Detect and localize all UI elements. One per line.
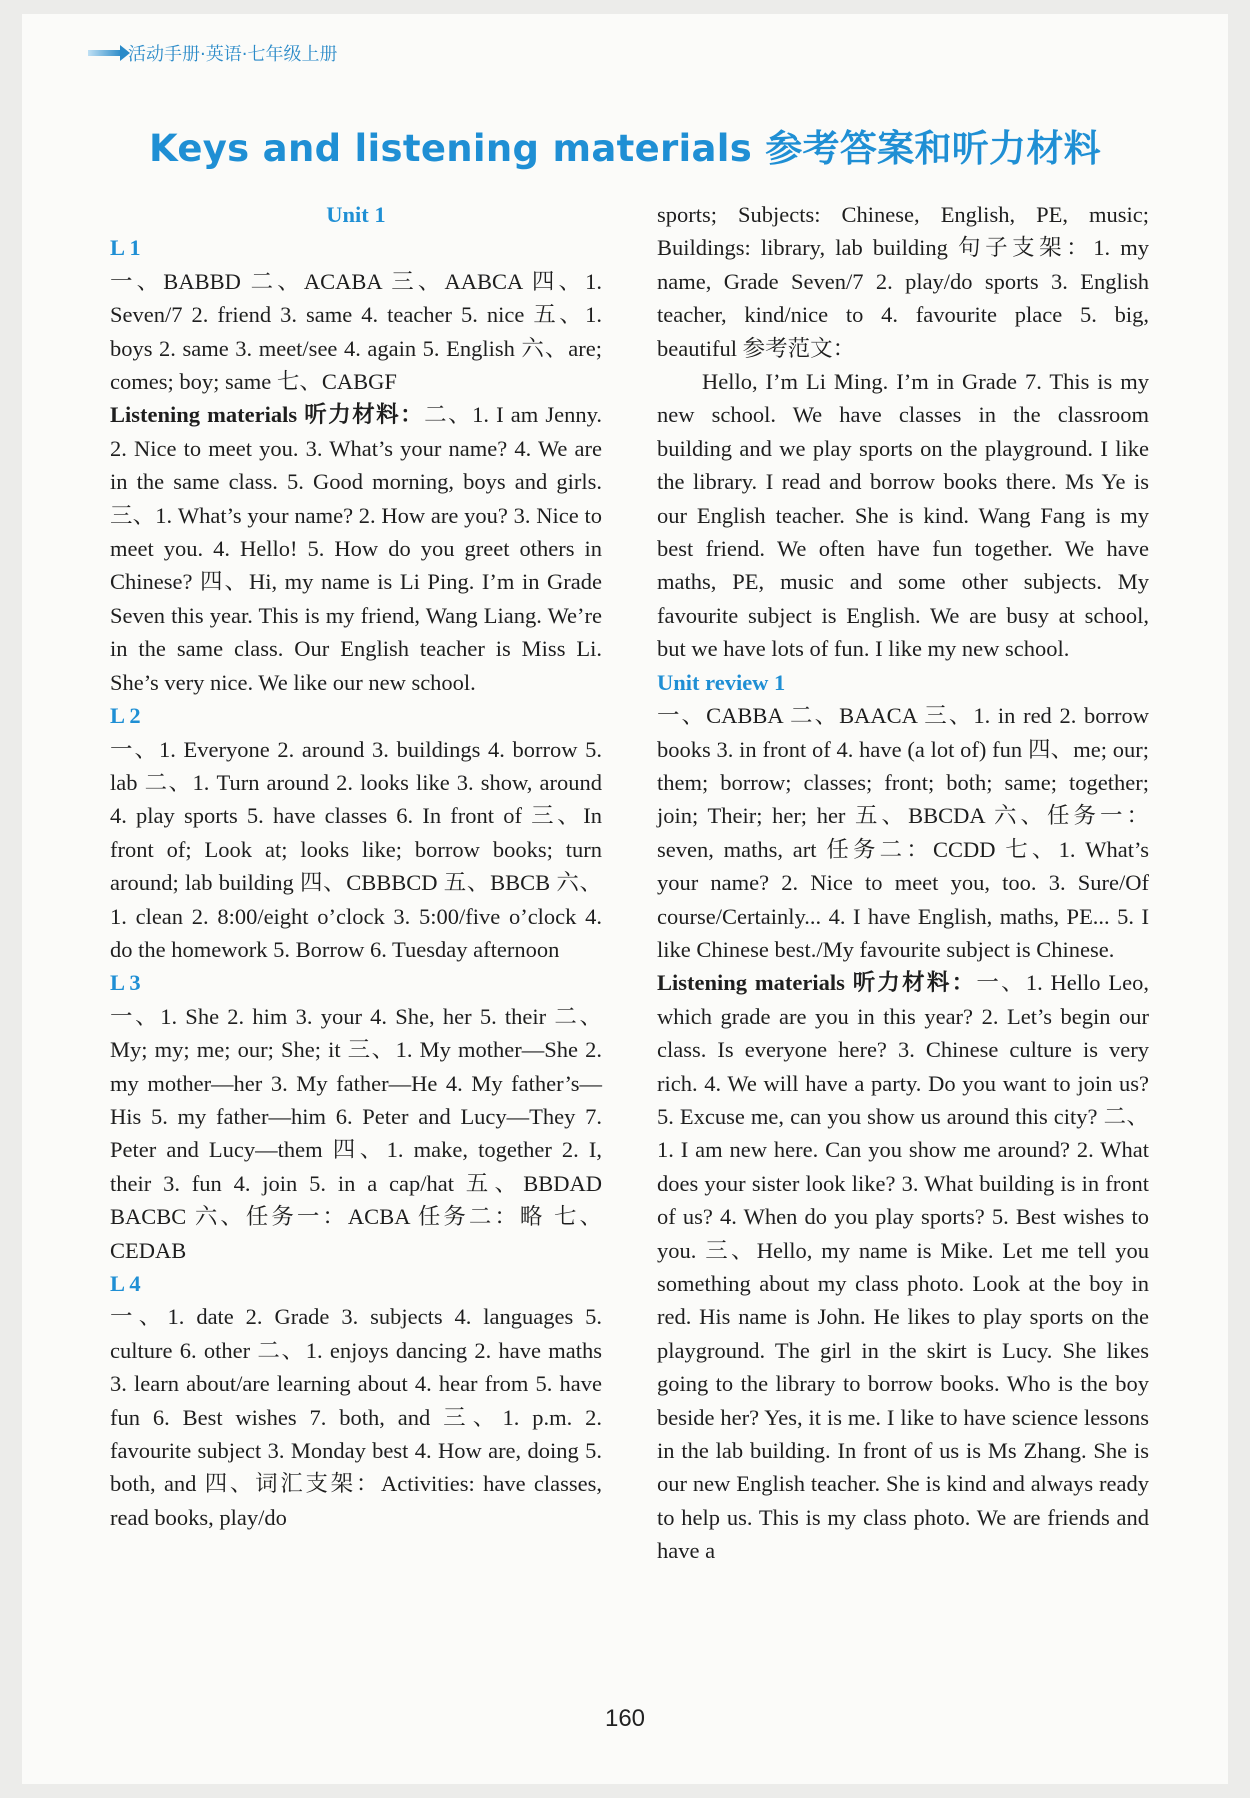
- left-column: [110, 198, 602, 1534]
- l2-answers: 一、1. Everyone 2. around 3. buildings 4. borrow 5. lab 二、1. Turn around 2. looks like 3. show, around 4. play sports 5. have classes 6. In front of 三、In front of; Look at; looks like; borrow books; turn around; lab building 四、CBBBCD 五、BBCB 六、1. clean 2. 8:00/eight o’clock 3. 5:00/five o’clock 4. do the homework 5. Borrow 6. Tuesday afternoon: [110, 736, 602, 962]
- section-heading-l1: L 1: [110, 235, 141, 261]
- l1-listening: [110, 398, 602, 699]
- right-column: [657, 198, 1149, 1568]
- header-text: 活动手册·英语·七年级上册: [128, 44, 338, 65]
- section-heading-l4: L 4: [110, 1271, 141, 1296]
- sample-essay: Hello, I’m Li Ming. I’m in Grade 7. This is my new school. We have classes in the classroom building and we play sports on the playground. I like the library. I read and borrow books there. Ms Ye is our English teacher. She is kind. Wang Fang is my best friend. We often have fun together. We have maths, PE, music and some other subjects. My favourite subject is English. We are busy at school, but we have lots of fun. I like my new school.: [657, 369, 1149, 662]
- page-number: 160: [604, 1705, 646, 1732]
- unit-heading: Unit 1: [326, 202, 386, 227]
- l4-answers: 一、1. date 2. Grade 3. subjects 4. languages 5. culture 6. other 二、1. enjoys dancing 2. have maths 3. learn about/are learning about 4. hear from 5. have fun 6. Best wishes 7. both, and 三、1. p.m. 2. favourite subject 3. Monday best 4. How are, doing 5. both, and 四、词汇支架：Activities: have classes, read books, play/do: [110, 1304, 602, 1530]
- page-title: Keys and listening materials 参考答案和听力材料: [149, 127, 1101, 170]
- review-listening: [657, 966, 1149, 1567]
- running-header: [88, 40, 337, 66]
- section-heading-l2: L 2: [110, 703, 141, 729]
- listening-label: Listening materials 听力材料：: [110, 402, 425, 428]
- section-heading-l3: L 3: [110, 970, 141, 996]
- listening-text: 二、1. I am Jenny. 2. Nice to meet you. 3. What’s your name? 4. We are in the same class. 5. Good morning, boys and girls. 三、1. What’s your name? 2. How are you? 3. Nice to meet you. 4. Hello! 5. How do you greet others in Chinese? 四、Hi, my name is Li Ping. I’m in Grade Seven this year. This is my friend, Wang Liang. We’re in the same class. Our English teacher is Miss Li. She’s very nice. We like our new school.: [110, 402, 603, 695]
- listening-label: Listening materials 听力材料：: [657, 970, 977, 996]
- l4-answers-continued: sports; Subjects: Chinese, English, PE, music; Buildings: library, lab building 句子支架：1. my name, Grade Seven/7 2. play/do sports 3. English teacher, kind/nice to 4. favourite place 5. big, beautiful 参考范文：: [657, 202, 1149, 361]
- arrow-icon: [88, 50, 122, 56]
- listening-text: 一、1. Hello Leo, which grade are you in this year? 2. Let’s begin our class. Is everyone here? 3. Chinese culture is very rich. 4. We will have a party. Do you want to join us? 5. Excuse me, can you show us around this city? 二、1. I am new here. Can you show me around? 2. What does your sister look like? 3. What building is in front of us? 4. When do you play sports? 5. Best wishes to you. 三、Hello, my name is Mike. Let me tell you something about my class photo. Look at the boy in red. His name is John. He likes to play sports on the playground. The girl in the skirt is Lucy. She likes going to the library to borrow books. Who is the boy beside her? Yes, it is me. I like to have science lessons in the lab building. In front of us is Ms Zhang. She is our new English teacher. She is kind and always ready to help us. This is my class photo. We are friends and have a: [657, 970, 1149, 1564]
- l3-answers: 一、1. She 2. him 3. your 4. She, her 5. their 二、My; my; me; our; She; it 三、1. My mother—She 2. my mother—her 3. My father—He 4. My father’s—His 5. my father—him 6. Peter and Lucy—They 7. Peter and Lucy—them 四、1. make, together 2. I, their 3. fun 4. join 5. in a cap/hat 五、BBDAD BACBC 六、任务一：ACBA 任务二：略 七、CEDAB: [110, 1003, 602, 1263]
- l1-answers: 一、BABBD 二、ACABA 三、AABCA 四、1. Seven/7 2. friend 3. same 4. teacher 5. nice 五、1. boys 2. same 3. meet/see 4. again 5. English 六、are; comes; boy; same 七、CABGF: [110, 268, 602, 395]
- review-answers: 一、CABBA 二、BAACA 三、1. in red 2. borrow books 3. in front of 4. have (a lot of) fun 四、me; our; them; borrow; classes; front; both; same; together; join; Their; her; her 五、BBCDA 六、任务一：seven, maths, art 任务二：CCDD 七、1. What’s your name? 2. Nice to meet you, too. 3. Sure/Of course/Certainly... 4. I have English, maths, PE... 5. I like Chinese best./My favourite subject is Chinese.: [657, 703, 1149, 962]
- section-heading-unit-review: Unit review 1: [657, 669, 786, 695]
